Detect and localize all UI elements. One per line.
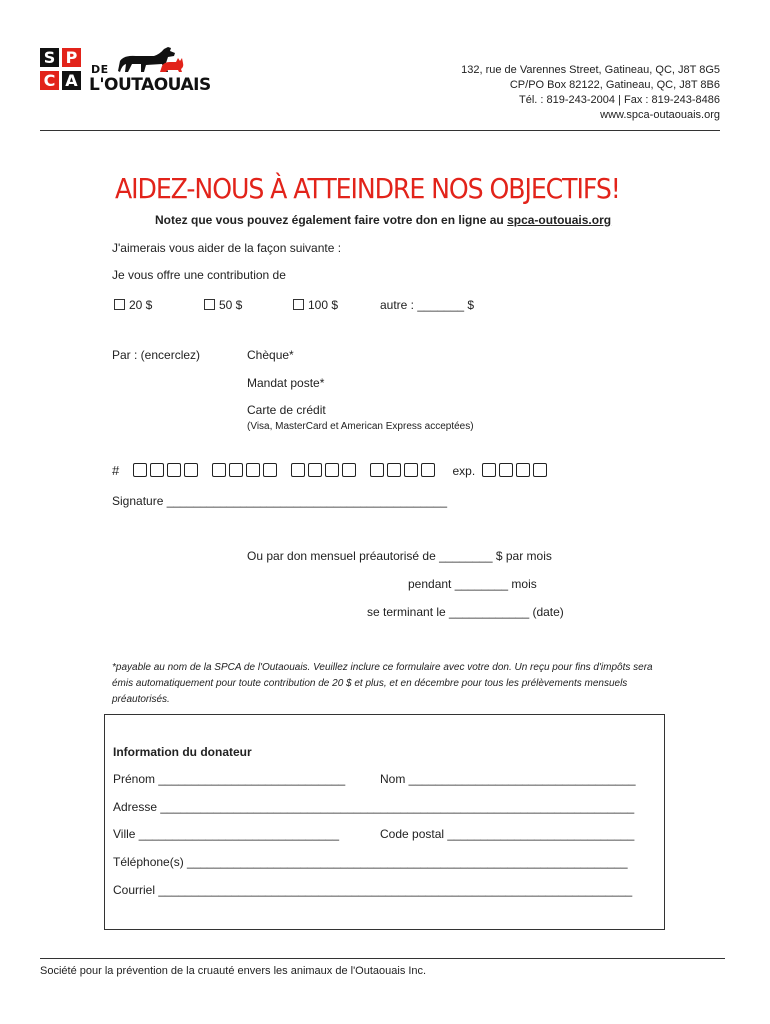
monthly-duration-field[interactable]: pendant ________ mois [408, 577, 537, 591]
digit-box-icon [263, 463, 277, 477]
amount-20-checkbox[interactable] [114, 298, 152, 312]
digit-box-icon [229, 463, 243, 477]
digit-box-icon [499, 463, 513, 477]
digit-box-icon [150, 463, 164, 477]
payment-credit-card[interactable]: Carte de crédit [247, 403, 326, 417]
payment-cheque[interactable]: Chèque* [247, 348, 294, 362]
digit-box-icon [212, 463, 226, 477]
digit-box-icon [404, 463, 418, 477]
digit-box-icon [291, 463, 305, 477]
first-name-field[interactable]: Prénom ____________________________ [113, 772, 346, 786]
logo-de: DE [91, 63, 109, 76]
footer-text: Société pour la prévention de la cruauté envers les animaux de l'Outaouais Inc. [40, 965, 427, 977]
logo-tile-c: C [40, 71, 59, 90]
hash-symbol: # [112, 463, 120, 478]
card-group-4[interactable] [370, 463, 438, 478]
address-field[interactable]: Adresse _______________________________________________________________________ [113, 800, 635, 814]
digit-box-icon [133, 463, 147, 477]
digit-box-icon [516, 463, 530, 477]
card-group-1[interactable] [133, 463, 201, 478]
other-amount-field[interactable]: autre : _______ $ [380, 298, 475, 312]
address-line-2: CP/PO Box 82122, Gatineau, QC, J8T 8B6 [509, 79, 720, 91]
digit-box-icon [246, 463, 260, 477]
dog-cat-silhouette-icon [110, 45, 190, 75]
card-number-row [112, 463, 550, 478]
checkbox-icon [114, 299, 125, 310]
page-title: AIDEZ-NOUS À ATTEINDRE NOS OBJECTIFS! [115, 172, 620, 205]
subtitle-text: Notez que vous pouvez également faire votre don en ligne au [155, 213, 508, 227]
donation-link[interactable]: spca-outouais.org [507, 213, 612, 227]
digit-box-icon [308, 463, 322, 477]
monthly-amount-field[interactable]: Ou par don mensuel préautorisé de ________ $ par mois [247, 549, 552, 563]
email-field[interactable]: Courriel _______________________________________________________________________ [113, 883, 633, 897]
digit-box-icon [421, 463, 435, 477]
amount-20-label: 20 $ [129, 298, 153, 312]
logo-tile-a: A [62, 71, 81, 90]
digit-box-icon [370, 463, 384, 477]
footer-divider [40, 958, 725, 959]
header-divider [40, 130, 720, 131]
amount-50-label: 50 $ [219, 298, 243, 312]
digit-box-icon [482, 463, 496, 477]
logo-name: L'OUTAOUAIS [89, 75, 211, 95]
spca-logo [40, 45, 211, 97]
last-name-field[interactable]: Nom __________________________________ [380, 772, 636, 786]
checkbox-icon [204, 299, 215, 310]
digit-box-icon [387, 463, 401, 477]
expiry-group[interactable] [482, 463, 550, 478]
amount-100-checkbox[interactable] [293, 298, 338, 312]
digit-box-icon [342, 463, 356, 477]
online-donation-note [155, 213, 611, 227]
monthly-end-date-field[interactable]: se terminant le ____________ (date) [367, 605, 564, 619]
logo-tile-s: S [40, 48, 59, 67]
cards-accepted-note: (Visa, MasterCard et American Express acceptées) [247, 421, 474, 432]
card-group-2[interactable] [212, 463, 280, 478]
city-field[interactable]: Ville ______________________________ [113, 827, 340, 841]
intro-text: J'aimerais vous aider de la façon suivante : [112, 241, 342, 255]
postal-code-field[interactable]: Code postal ____________________________ [380, 827, 635, 841]
logo-tile-p: P [62, 48, 81, 67]
card-group-3[interactable] [291, 463, 359, 478]
donor-info-title: Information du donateur [113, 745, 252, 759]
phone-field[interactable]: Téléphone(s) __________________________________________________________________ [113, 855, 628, 869]
digit-box-icon [167, 463, 181, 477]
payment-label: Par : (encerclez) [112, 348, 201, 362]
address-line-3: Tél. : 819-243-2004 | Fax : 819-243-8486 [519, 94, 720, 106]
payment-footnote: *payable au nom de la SPCA de l'Outaouais. Veuillez inclure ce formulaire avec votre don. Un reçu pour fins d'impôts sera émis automatiquement pour toute contribution de 20 $ et plus, et en décembre pour tous les prélèvements mensuels préautorisés. [112, 662, 653, 705]
digit-box-icon [184, 463, 198, 477]
digit-box-icon [325, 463, 339, 477]
payment-money-order[interactable]: Mandat poste* [247, 376, 325, 390]
address-line-1: 132, rue de Varennes Street, Gatineau, QC, J8T 8G5 [461, 64, 720, 76]
signature-field[interactable]: Signature __________________________________________ [112, 494, 448, 508]
amount-100-label: 100 $ [308, 298, 339, 312]
website-link[interactable]: www.spca-outaouais.org [600, 109, 720, 121]
digit-box-icon [533, 463, 547, 477]
amount-50-checkbox[interactable] [204, 298, 242, 312]
expiry-label: exp. [452, 464, 476, 478]
offer-text: Je vous offre une contribution de [112, 268, 286, 282]
checkbox-icon [293, 299, 304, 310]
